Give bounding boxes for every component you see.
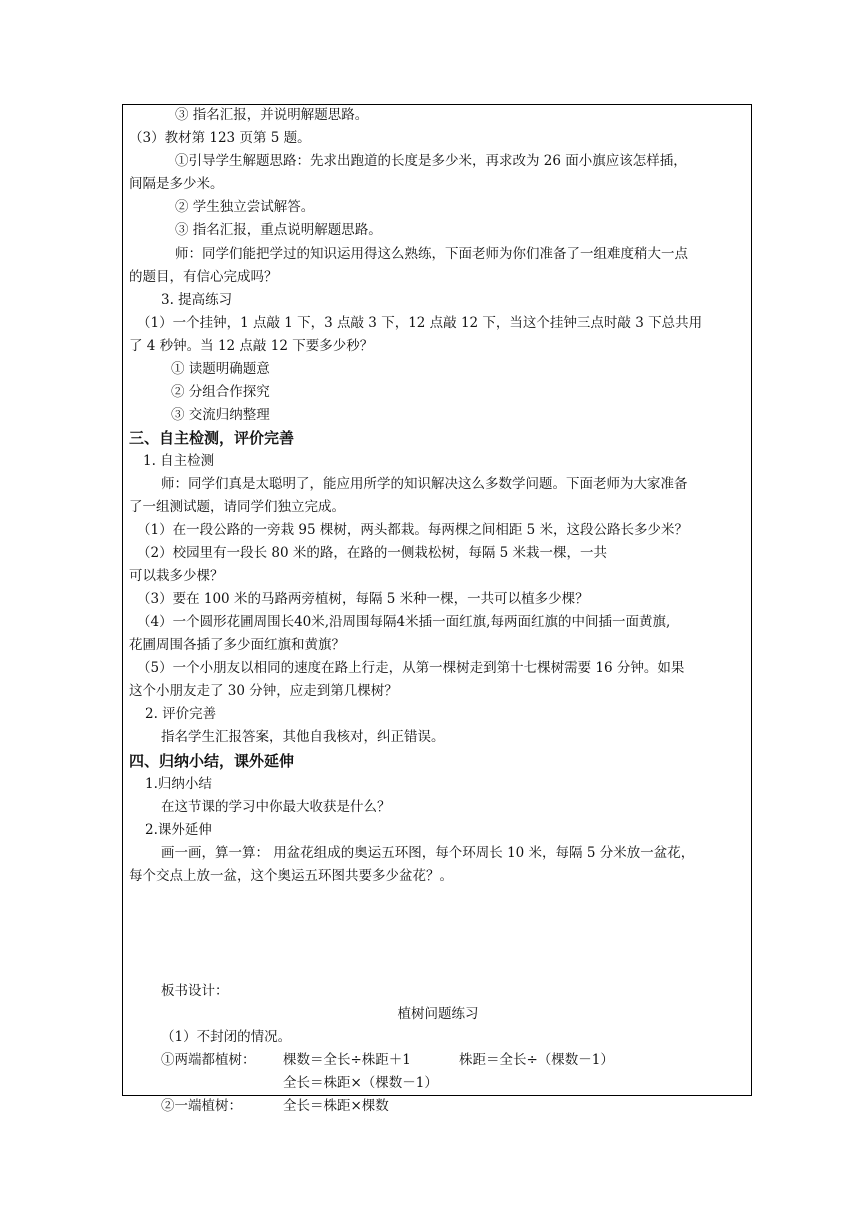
board-label: ①两端都植树： [161,1052,256,1068]
text-line: ①引导学生解题思路：先求出跑道的长度是多少米，再求改为 26 面小旗应该怎样插， [175,153,687,169]
text-line: 间隔是多少米。 [129,176,224,192]
board-design-label: 板书设计： [161,983,229,999]
subsection-title: 1.归纳小结 [145,776,212,792]
text-line: 画一画，算一算： 用盆花组成的奥运五环图，每个环周长 10 米，每隔 5 分米放一盆花， [161,845,695,861]
subsection-title: 3. 提高练习 [161,292,233,308]
subsection-title: 1. 自主检测 [143,453,215,469]
board-formula: 全长＝株距×（棵数－1） [283,1075,438,1091]
text-line: 指名学生汇报答案，其他自我核对，纠正错误。 [161,729,445,745]
question-4: （4）一个圆形花圃周围长40米,沿周围每隔4米插一面红旗,每两面红旗的中间插一面黄旗, [137,614,671,630]
section-3-heading: 三、自主检测，评价完善 [129,429,295,447]
question-5: （5）一个小朋友以相同的速度在路上行走，从第一棵树走到第十七棵树需要 16 分钟。如果 [137,660,685,676]
board-title: 植树问题练习 [397,1006,479,1022]
board-formula: 棵数＝全长÷株距＋1 [283,1052,411,1068]
text-line: 可以栽多少棵？ [129,568,224,584]
lesson-plan-table-cell [122,104,752,1114]
text-line: （1）一个挂钟，1 点敲 1 下，3 点敲 3 下，12 点敲 12 下，当这个挂钟三点时敲 3 下总共用 [137,315,703,331]
question-3: （3）要在 100 米的马路两旁植树，每隔 5 米种一棵，一共可以植多少棵？ [137,591,589,607]
text-line: 花圃周围各插了多少面红旗和黄旗？ [129,637,345,653]
text-line: 的题目，有信心完成吗？ [129,269,278,285]
question-2: （2）校园里有一段长 80 米的路，在路的一侧栽松树，每隔 5 米栽一棵，一共 [137,545,608,561]
text-line: 在这节课的学习中你最大收获是什么？ [161,799,391,815]
exercise-3-title: （3）教材第 123 页第 5 题。 [129,130,311,146]
text-line: 这个小朋友走了 30 分钟，应走到第几棵树？ [129,683,398,699]
step-line: ③ 交流归纳整理 [171,407,270,423]
step-report-line: ③ 指名汇报，并说明解题思路。 [175,107,369,123]
step-line: ① 读题明确题意 [171,361,270,377]
subsection-title: 2. 评价完善 [145,706,217,722]
board-formula: 株距＝全长÷（棵数－1） [459,1052,614,1068]
board-label: ②一端植树： [161,1098,242,1114]
board-formula: 全长＝株距×棵数 [283,1098,389,1114]
text-line: 师：同学们真是太聪明了，能应用所学的知识解决这么多数学问题。下面老师为大家准备 [161,476,688,492]
text-line: 了 4 秒钟。当 12 点敲 12 下要多少秒？ [129,338,374,354]
section-4-heading: 四、归纳小结，课外延伸 [129,752,295,770]
text-line: ② 学生独立尝试解答。 [175,199,315,215]
step-line: ② 分组合作探究 [171,384,270,400]
text-line: 了一组测试题，请同学们独立完成。 [129,499,345,515]
board-line: （1）不封闭的情况。 [161,1029,292,1045]
subsection-title: 2.课外延伸 [145,822,212,838]
text-line: 每个交点上放一盆，这个奥运五环图共要多少盆花？。 [129,868,453,884]
text-line: ③ 指名汇报，重点说明解题思路。 [175,222,382,238]
text-line: 师：同学们能把学过的知识运用得这么熟练，下面老师为你们准备了一组难度稍大一点 [175,246,688,262]
question-1: （1）在一段公路的一旁栽 95 棵树，两头都栽。每两棵之间相距 5 米，这段公路长多少米？ [137,522,689,538]
